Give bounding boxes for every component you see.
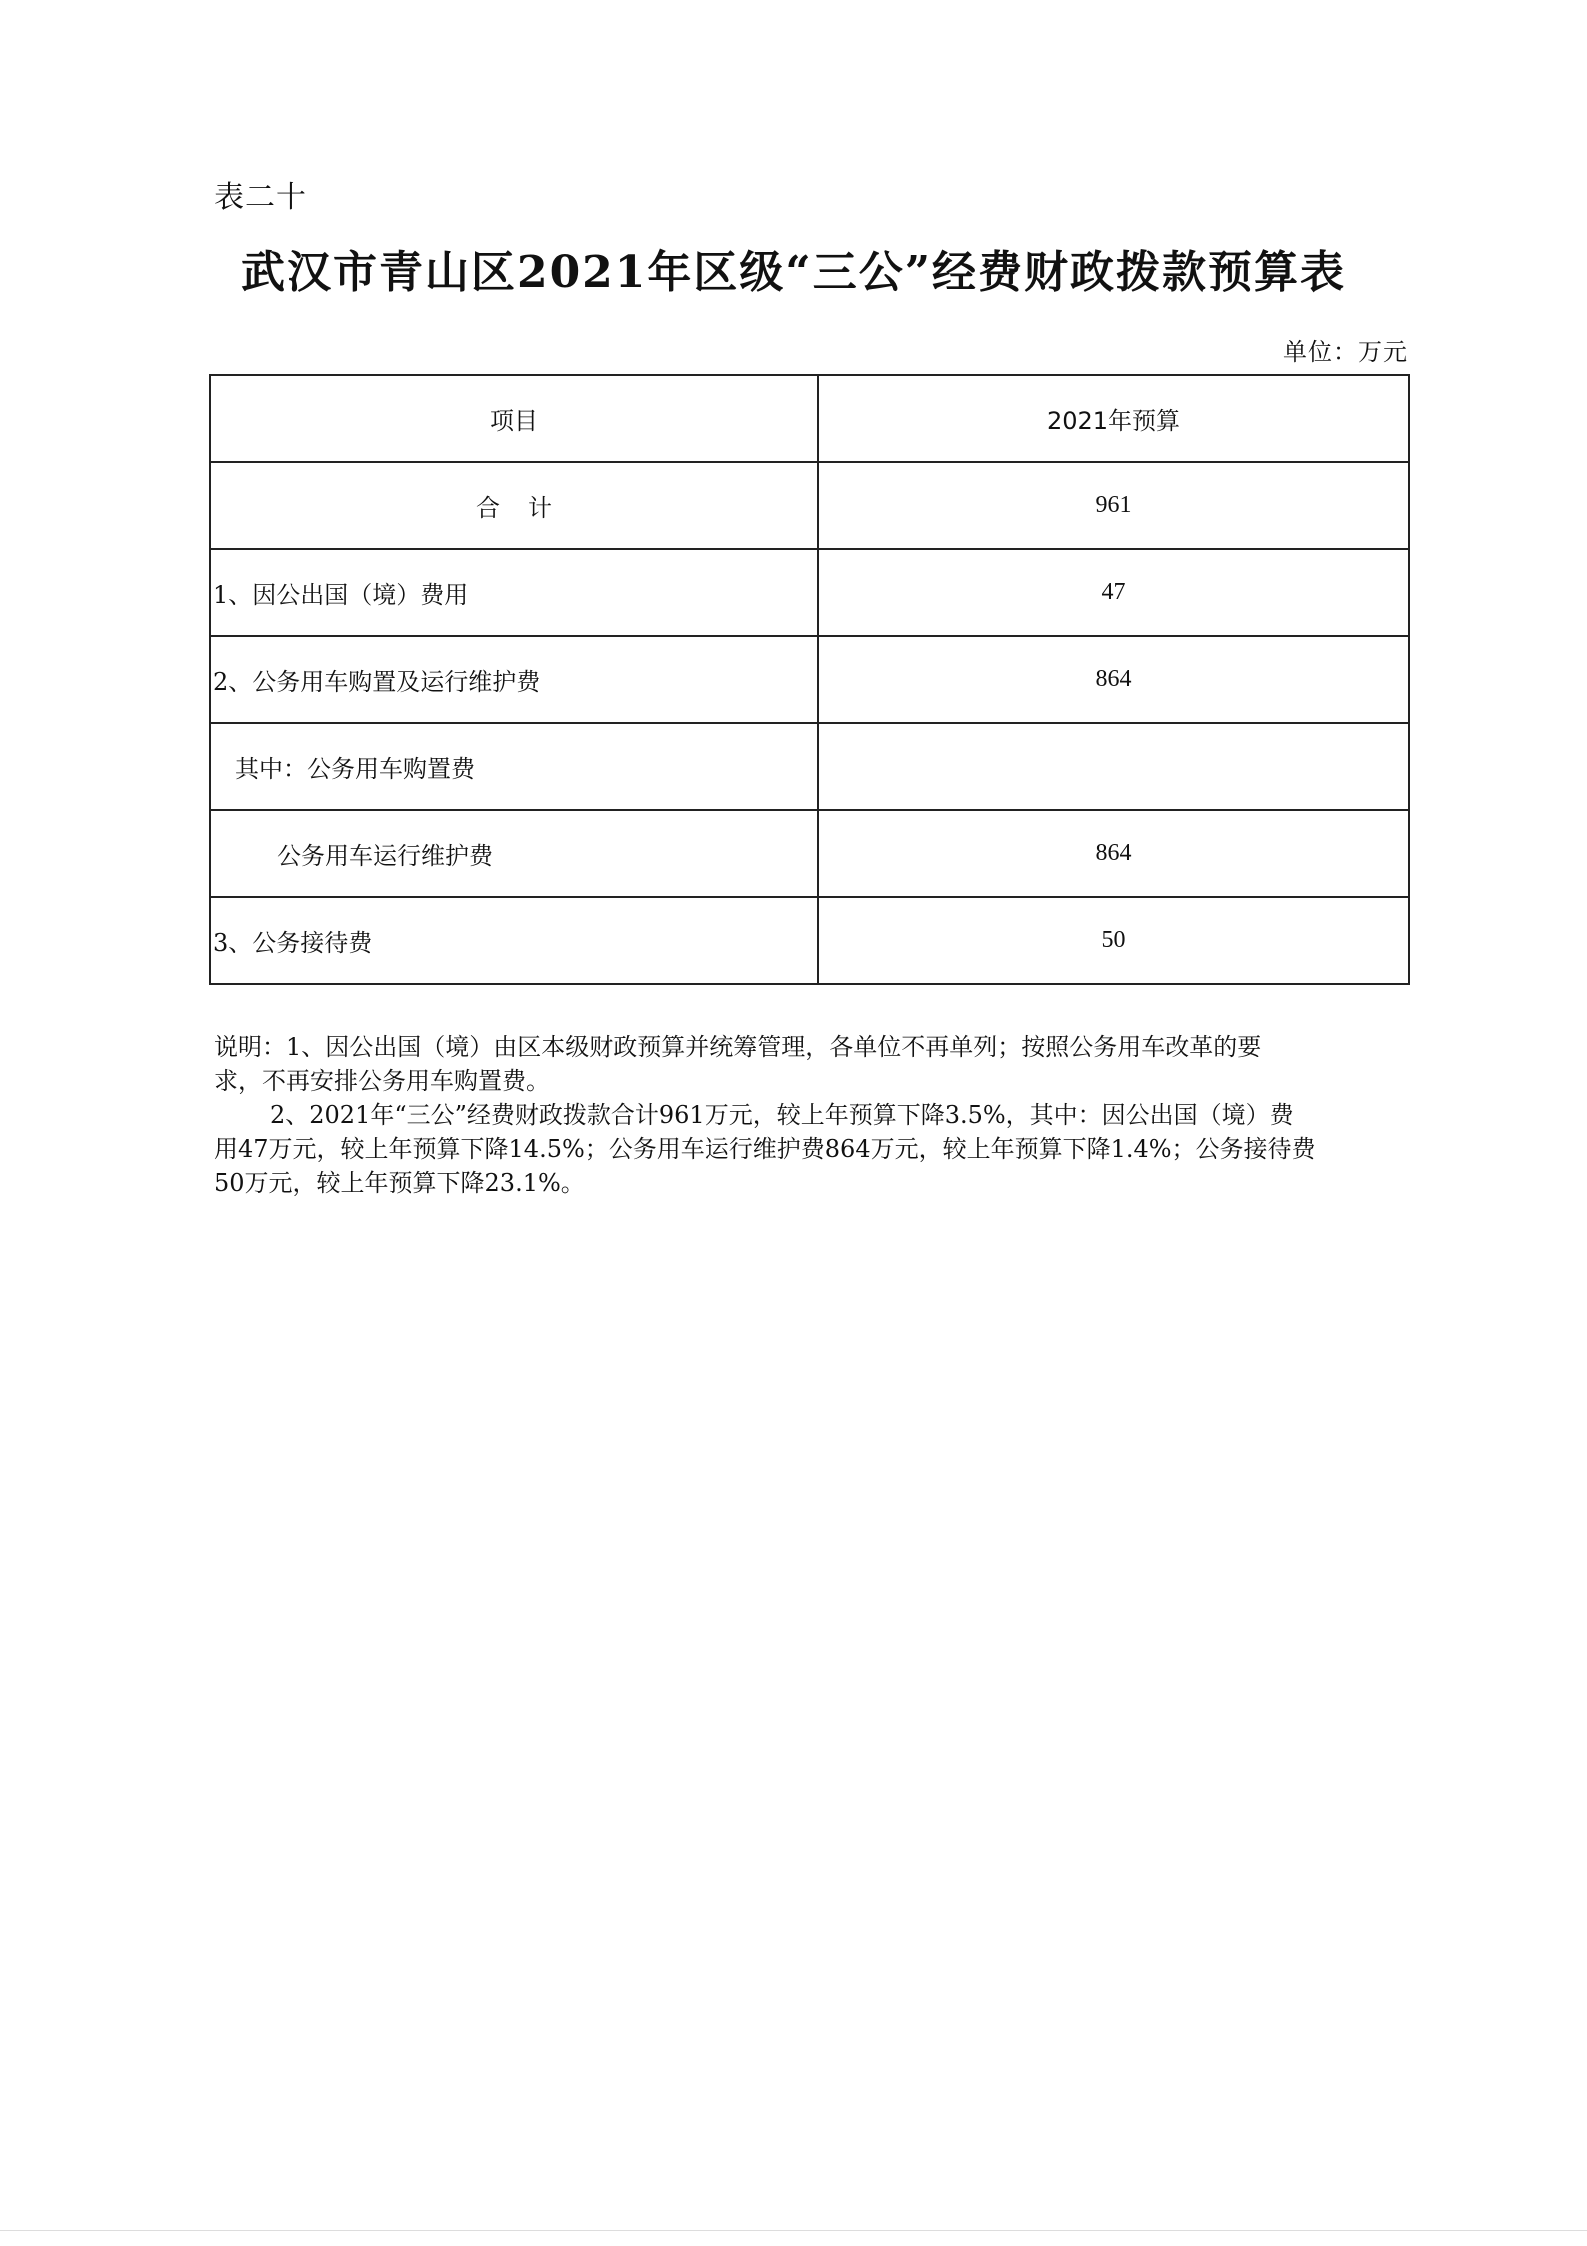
table-row: [210, 636, 1409, 723]
row-label-reception: 3、公务接待费: [210, 897, 818, 984]
note-1-line-2: 求，不再安排公务用车购置费。: [214, 1067, 550, 1095]
row-value-overseas: 47: [818, 549, 1409, 636]
row-value-reception: 50: [818, 897, 1409, 984]
row-value-total: 961: [818, 462, 1409, 549]
table-row: [210, 723, 1409, 810]
row-label-vehicle-purchase: 其中：公务用车购置费: [210, 723, 818, 810]
row-label-vehicle-maintenance: 公务用车运行维护费: [210, 810, 818, 897]
column-header-budget: 2021年预算: [818, 375, 1409, 462]
notes-section: [214, 1030, 1406, 1200]
scan-edge-line: [0, 2230, 1587, 2231]
row-label-total: 合计: [210, 462, 818, 549]
row-value-vehicle-purchase: [818, 723, 1409, 810]
table-number-label: 表二十: [214, 180, 307, 215]
row-value-vehicle-maintenance: 864: [818, 810, 1409, 897]
table-row: [210, 897, 1409, 984]
page-title: 武汉市青山区2021年区级“三公”经费财政拨款预算表: [240, 247, 1347, 298]
note-2-line-3: 50万元，较上年预算下降23.1%。: [214, 1169, 585, 1197]
column-header-item: 项目: [210, 375, 818, 462]
row-value-vehicle: 864: [818, 636, 1409, 723]
row-label-overseas: 1、因公出国（境）费用: [210, 549, 818, 636]
note-2-line-2: 用47万元，较上年预算下降14.5%；公务用车运行维护费864万元，较上年预算下降1.4%；公务接待费: [214, 1135, 1316, 1163]
table-row: [210, 810, 1409, 897]
unit-label: 单位：万元: [1283, 338, 1408, 366]
note-2-line-1: 2、2021年“三公”经费财政拨款合计961万元，较上年预算下降3.5%，其中：因公出国（境）费: [270, 1101, 1294, 1129]
row-label-vehicle: 2、公务用车购置及运行维护费: [210, 636, 818, 723]
table-header-row: [210, 375, 1409, 462]
note-1-line-1: 说明：1、因公出国（境）由区本级财政预算并统筹管理，各单位不再单列；按照公务用车改革的要: [214, 1033, 1262, 1061]
budget-table: [209, 374, 1410, 985]
table-row: [210, 462, 1409, 549]
table-row: [210, 549, 1409, 636]
